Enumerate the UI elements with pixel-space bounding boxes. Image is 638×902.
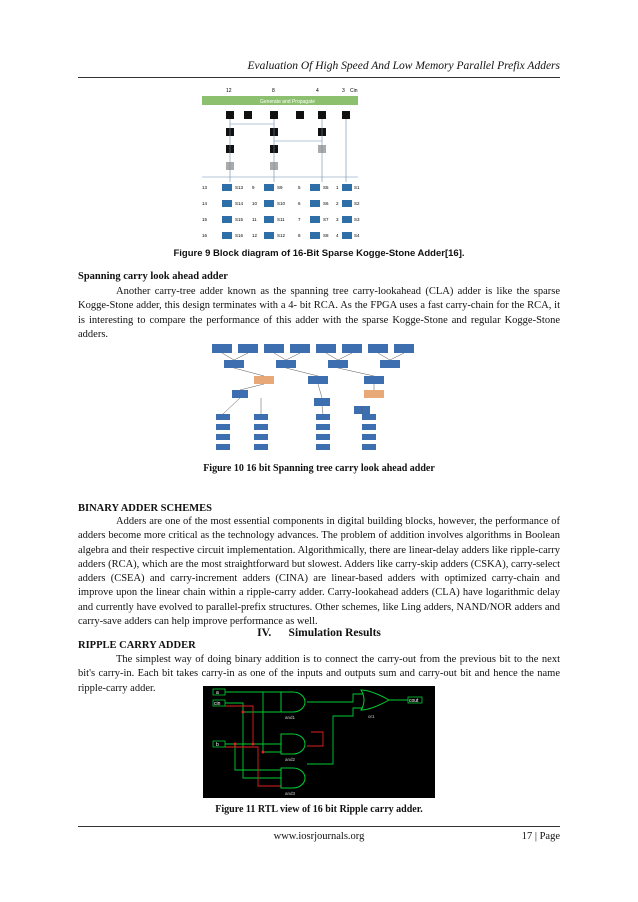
fig9-wires: [202, 119, 358, 182]
figure-11-rtl-view: [203, 686, 435, 798]
svg-text:3: 3: [336, 217, 339, 222]
svg-text:2: 2: [336, 201, 339, 206]
footer-page-number: 17 | Page: [521, 831, 560, 842]
running-header: Evaluation Of High Speed And Low Memory Parallel Prefix Adders: [247, 60, 560, 72]
svg-text:S3: S3: [354, 217, 360, 222]
fig9-top-label: 12: [226, 88, 232, 94]
section-iv-heading: IV. Simulation Results: [257, 627, 381, 639]
svg-text:4: 4: [336, 233, 339, 238]
fig9-rows: [202, 184, 360, 239]
figure-10-caption: Figure 10 16 bit Spanning tree carry look ahead adder: [203, 463, 435, 474]
fig9-black-nodes: [226, 111, 350, 153]
svg-text:11: 11: [252, 217, 257, 222]
fig9-top-label: 8: [272, 88, 275, 94]
input-a-label: a: [216, 690, 219, 696]
fig10-rca-columns: [216, 414, 376, 450]
ripple-heading: RIPPLE CARRY ADDER: [78, 640, 196, 651]
svg-text:1: 1: [336, 185, 339, 190]
figure-11-caption: Figure 11 RTL view of 16 bit Ripple carry adder.: [215, 804, 423, 815]
svg-text:7: 7: [298, 217, 301, 222]
svg-text:S16: S16: [235, 233, 244, 238]
svg-text:9: 9: [252, 185, 255, 190]
fig10-orange-node: [254, 376, 274, 384]
svg-text:S15: S15: [235, 217, 244, 222]
svg-text:S10: S10: [277, 201, 286, 206]
svg-text:S2: S2: [354, 201, 360, 206]
input-cin-label: cin: [214, 701, 221, 707]
ripple-paragraph: The simplest way of doing binary addition is to connect the carry-out from the previous bit to the next bit's carry-in. Each bit takes carry-in as one of the inputs and outputs sum and carry-out bit and hence the name ripple-carry adder.: [78, 654, 560, 694]
fig9-top-label: 4: [316, 88, 319, 94]
svg-text:14: 14: [202, 201, 208, 206]
fig10-level2: [224, 360, 400, 368]
svg-text:16: 16: [202, 233, 208, 238]
binary-paragraph: Adders are one of the most essential components in digital building blocks, however, the performance of adders become more critical as the technology advances. The problem of addition involves algorithms in Boolean algebra and their respective circuit implementation. Algorithmically, there are linear-delay adders like ripple-carry adders (RCA), which are the most straightforward but slowest. Adders like carry-skip adders (CSKA), carry-select adders (CSEA) and carry-increment adders (CINA) are linear-based adders with optimized carry-chain and improve upon the linear chain within a ripple-carry adder. Carry-lookahead adders (CLA) have logarithmic delay and currently have evolved to parallel-prefix structures. Other schemes, like Ling adders, NAND/NOR adders and carry-save adders can help improve performance as well.: [78, 516, 560, 628]
fig9-top-label: Cin: [350, 88, 358, 94]
svg-text:S1: S1: [354, 185, 360, 190]
svg-text:S5: S5: [323, 185, 329, 190]
svg-text:10: 10: [252, 201, 258, 206]
fig10-top-row: [212, 344, 414, 353]
figure-9-diagram: [200, 84, 360, 244]
spanning-heading: Spanning carry look ahead adder: [78, 271, 228, 282]
fig9-top-label: 3: [342, 88, 345, 94]
svg-text:13: 13: [202, 185, 208, 190]
output-cout-label: cout: [409, 698, 419, 704]
fig10-node: [232, 390, 248, 398]
svg-text:S11: S11: [277, 217, 285, 222]
svg-text:S12: S12: [277, 233, 286, 238]
input-b-label: b: [216, 742, 219, 748]
svg-text:15: 15: [202, 217, 208, 222]
figure-9-caption: Figure 9 Block diagram of 16-Bit Sparse Kogge-Stone Adder[16].: [173, 248, 465, 259]
fig10-orange-node: [364, 390, 384, 398]
fig10-node: [364, 376, 384, 384]
or1-label: or1: [368, 714, 375, 719]
fig10-node: [314, 398, 330, 406]
svg-text:6: 6: [298, 201, 301, 206]
svg-text:S7: S7: [323, 217, 329, 222]
figure-10-diagram: [204, 336, 436, 460]
spanning-paragraph: Another carry-tree adder known as the spanning tree carry-lookahead (CLA) adder is like the sparse Kogge-Stone adder, this design terminates with a 4- bit RCA. As the FPGA uses a fast carry-chain for the RCA, it is interesting to compare the performance of this adder with the sparse Kogge-Stone and regular Kogge-Stone adders.: [78, 286, 560, 340]
header-rule: [78, 77, 560, 78]
svg-text:S4: S4: [354, 233, 360, 238]
fig10-node: [308, 376, 328, 384]
and2-label: and2: [285, 757, 296, 762]
and3-label: and3: [285, 791, 296, 796]
binary-heading: BINARY ADDER SCHEMES: [78, 503, 213, 514]
footer-url: www.iosrjournals.org: [273, 831, 365, 842]
footer-rule: [78, 826, 560, 827]
svg-text:S9: S9: [277, 185, 283, 190]
svg-text:S8: S8: [323, 233, 329, 238]
svg-text:12: 12: [252, 233, 258, 238]
svg-text:S14: S14: [235, 201, 244, 206]
fig9-bar-label: Generate and Propagate: [260, 99, 316, 105]
svg-text:S13: S13: [235, 185, 244, 190]
svg-text:5: 5: [298, 185, 301, 190]
svg-text:S6: S6: [323, 201, 329, 206]
and1-label: and1: [285, 715, 296, 720]
svg-text:8: 8: [298, 233, 301, 238]
